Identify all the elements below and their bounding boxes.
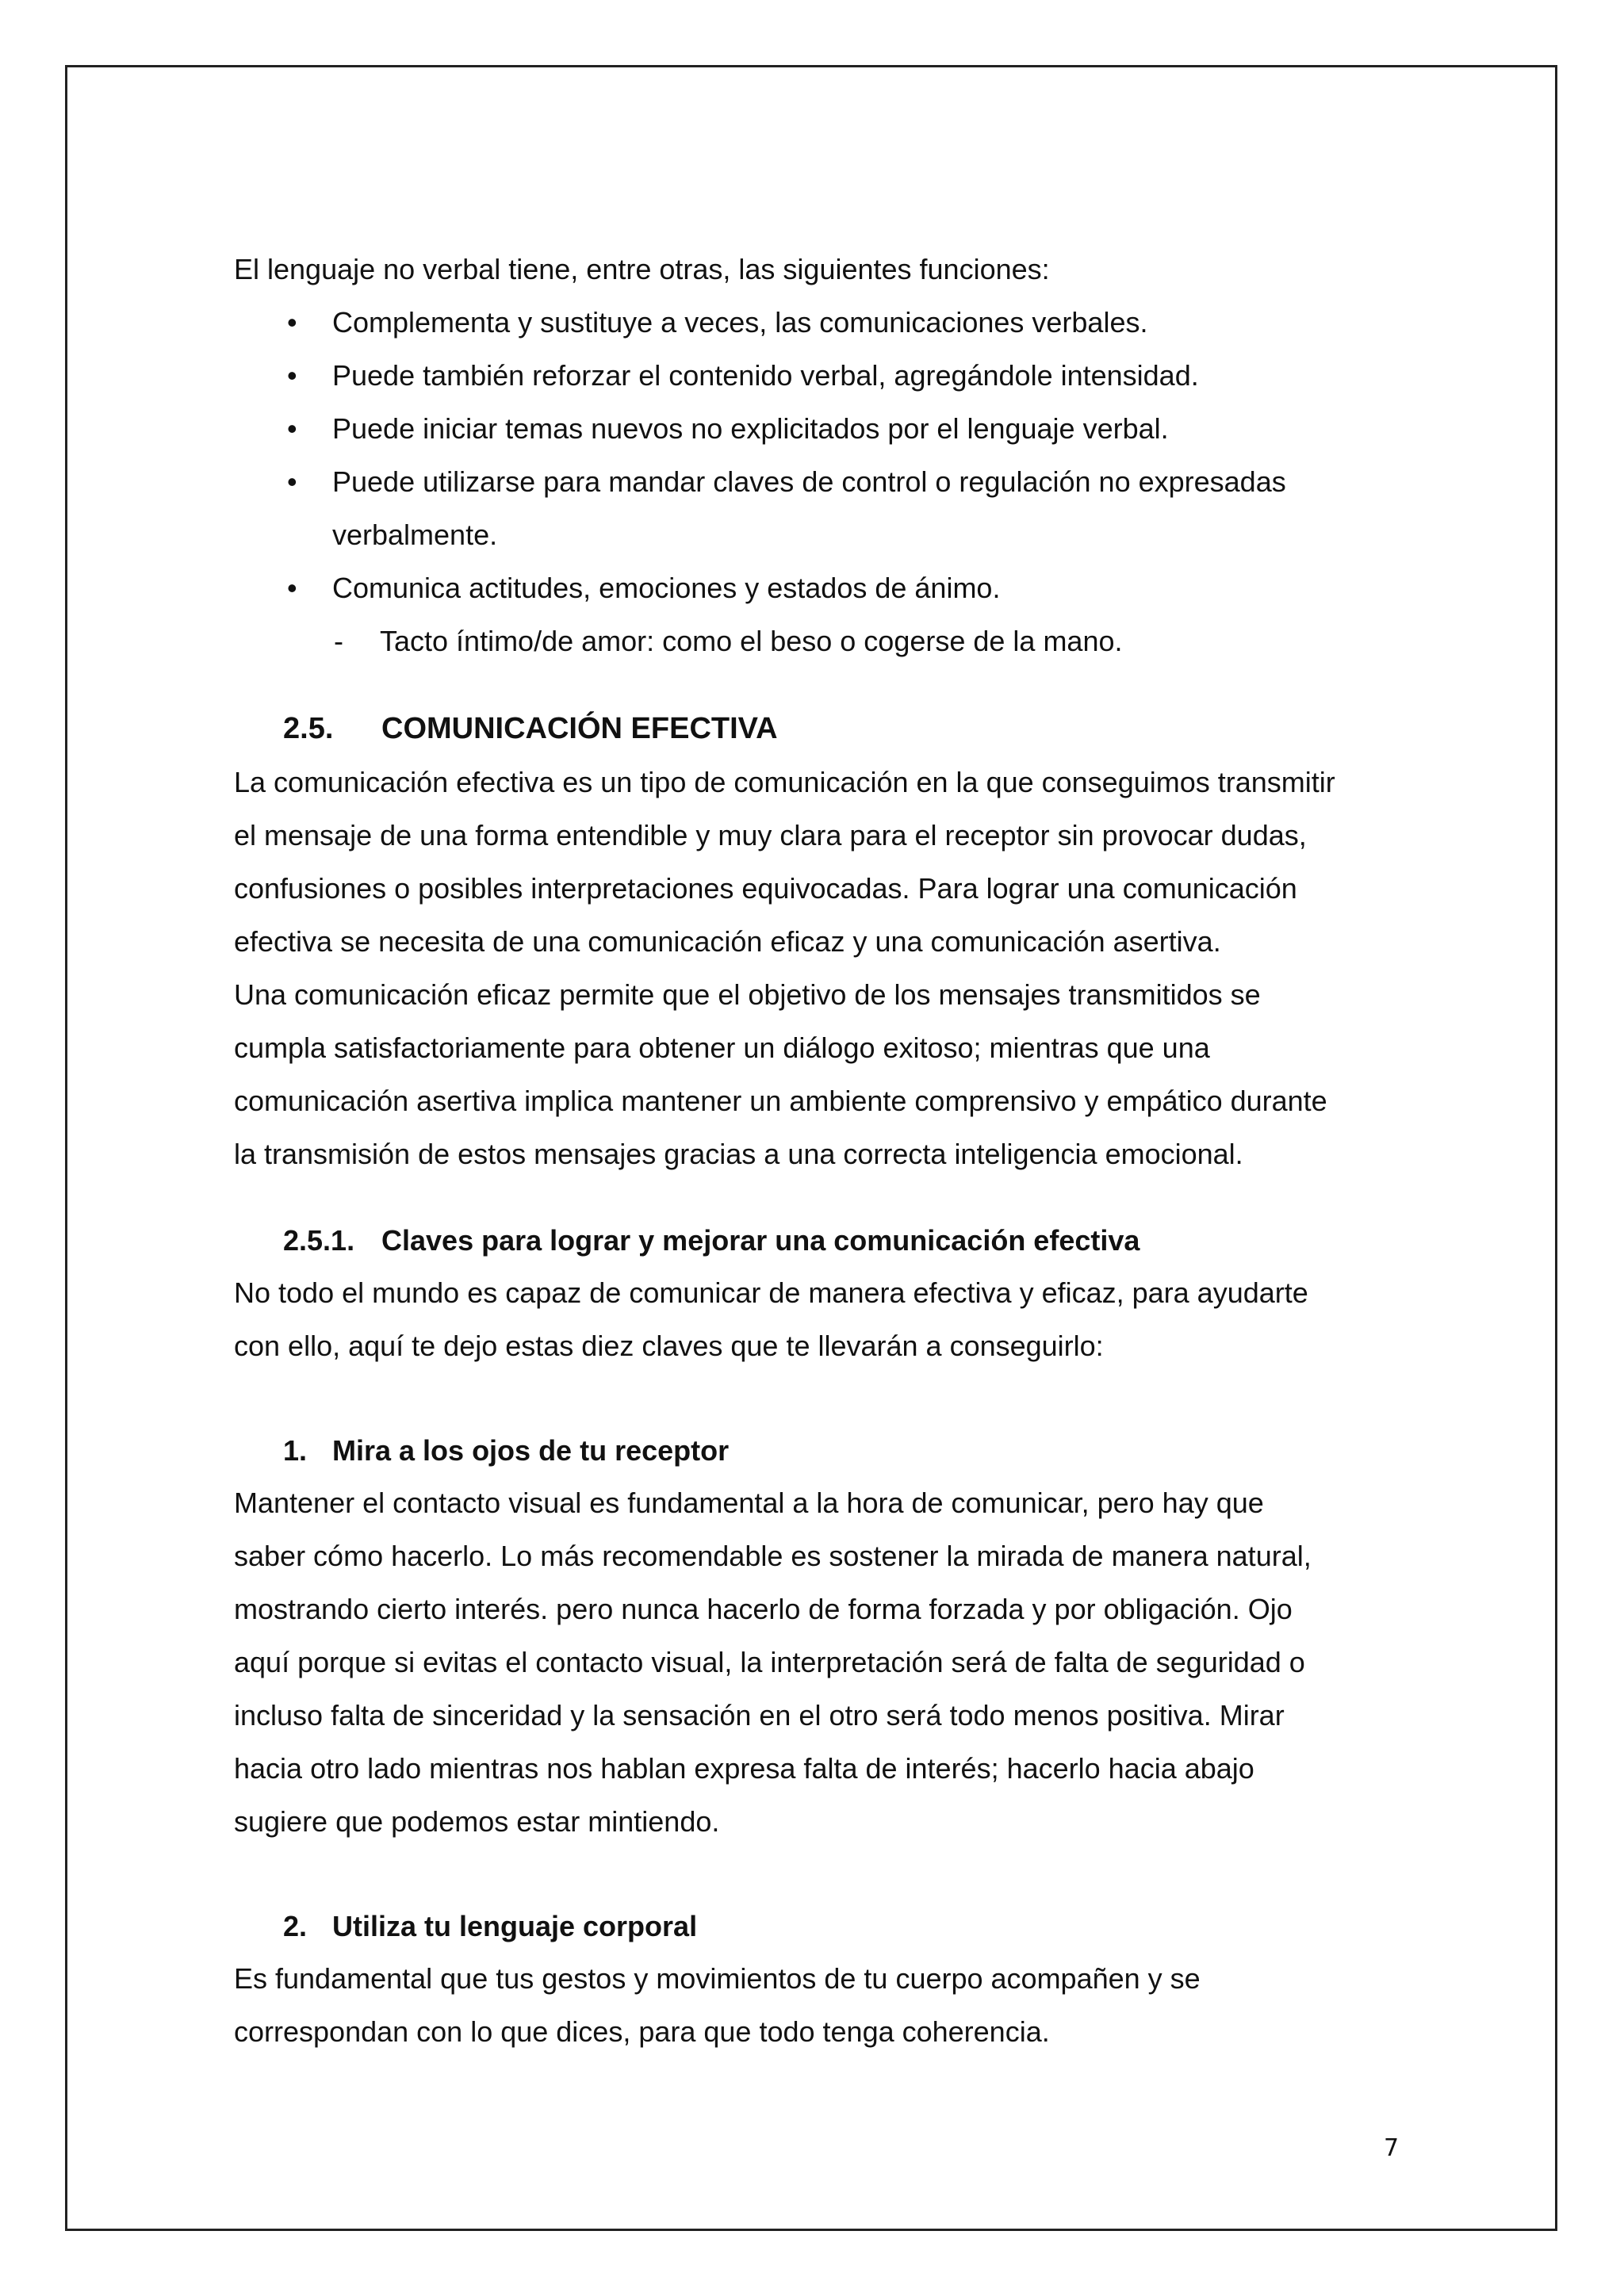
section-title: COMUNICACIÓN EFECTIVA [381,712,778,745]
subsection-title: Claves para lograr y mejorar una comunicación efectiva [381,1224,1140,1257]
dash-item [234,614,1408,668]
subsection-number: 2.5.1. [283,1224,355,1257]
list-item: • Comunica actitudes, emociones y estados de ánimo. [234,561,1408,614]
subsection-heading [234,1215,1408,1266]
key-heading-1: 1. Mira a los ojos de tu receptor [283,1434,730,1467]
bullet-icon: • [287,412,297,445]
list-item: • Puede también reforzar el contenido verbal, agregándole intensidad. [234,349,1408,402]
key-body-2: Es fundamental que tus gestos y movimientos de tu cuerpo acompañen y se correspondan con lo que dices, para que todo tenga coherencia. [234,1962,1201,2048]
section-heading [234,702,1408,756]
page-content [234,243,1408,2058]
key-body-1: Mantener el contacto visual es fundamental a la hora de comunicar, pero hay que saber cómo hacerlo. Lo más recomendable es sostener la mirada de manera natural, mostrando cierto interés. pero nunca hacerlo de forma forzada y por obligación. Ojo aquí porque si evitas el contacto visual, la interpretación será de falta de seguridad o incluso falta de sinceridad y la sensación en el otro será todo menos positiva. Mirar hacia otro lado mientras nos hablan expresa falta de interés; hacerlo hacia abajo sugiere que podemos estar mintiendo. [234,1487,1312,1838]
bullet-icon: • [287,306,297,339]
bullet-icon: • [287,572,297,604]
bullet-icon: • [287,465,297,498]
section-body: La comunicación efectiva es un tipo de comunicación en la que conseguimos transmitir el mensaje de una forma entendible y muy clara para el receptor sin provocar dudas, confusiones o posibles interpretaciones equivocadas. Para lograr una comunicación efectiva se necesita de una comunicación eficaz y una comunicación asertiva. Una comunicación eficaz permite que el objetivo de los mensajes transmitidos se cumpla satisfactoriamente para obtener un diálogo exitoso; mientras que una comunicación asertiva implica mantener un ambiente comprensivo y empático durante la transmisión de estos mensajes gracias a una correcta inteligencia emocional. [234,766,1335,1170]
bullet-icon: • [287,359,297,392]
list-item: • Puede iniciar temas nuevos no explicitados por el lenguaje verbal. [234,402,1408,455]
list-item: • Complementa y sustituye a veces, las comunicaciones verbales. [234,296,1408,349]
key-heading-2: 2. Utiliza tu lenguaje corporal [283,1910,698,1942]
function-list [234,296,1408,614]
dash-mark: - [334,625,343,657]
subsection-body: No todo el mundo es capaz de comunicar de manera efectiva y eficaz, para ayudarte con ello, aquí te dejo estas diez claves que te llevarán a conseguirlo: [234,1276,1308,1362]
intro-text: El lenguaje no verbal tiene, entre otras, las siguientes funciones: [234,253,1050,285]
dash-item-text: Tacto íntimo/de amor: como el beso o cogerse de la mano. [380,625,1123,657]
list-item: • Puede utilizarse para mandar claves de control o regulación no expresadas verbalmente. [234,455,1408,561]
page-number: 7 [1384,2134,1400,2162]
section-number: 2.5. [283,712,334,745]
